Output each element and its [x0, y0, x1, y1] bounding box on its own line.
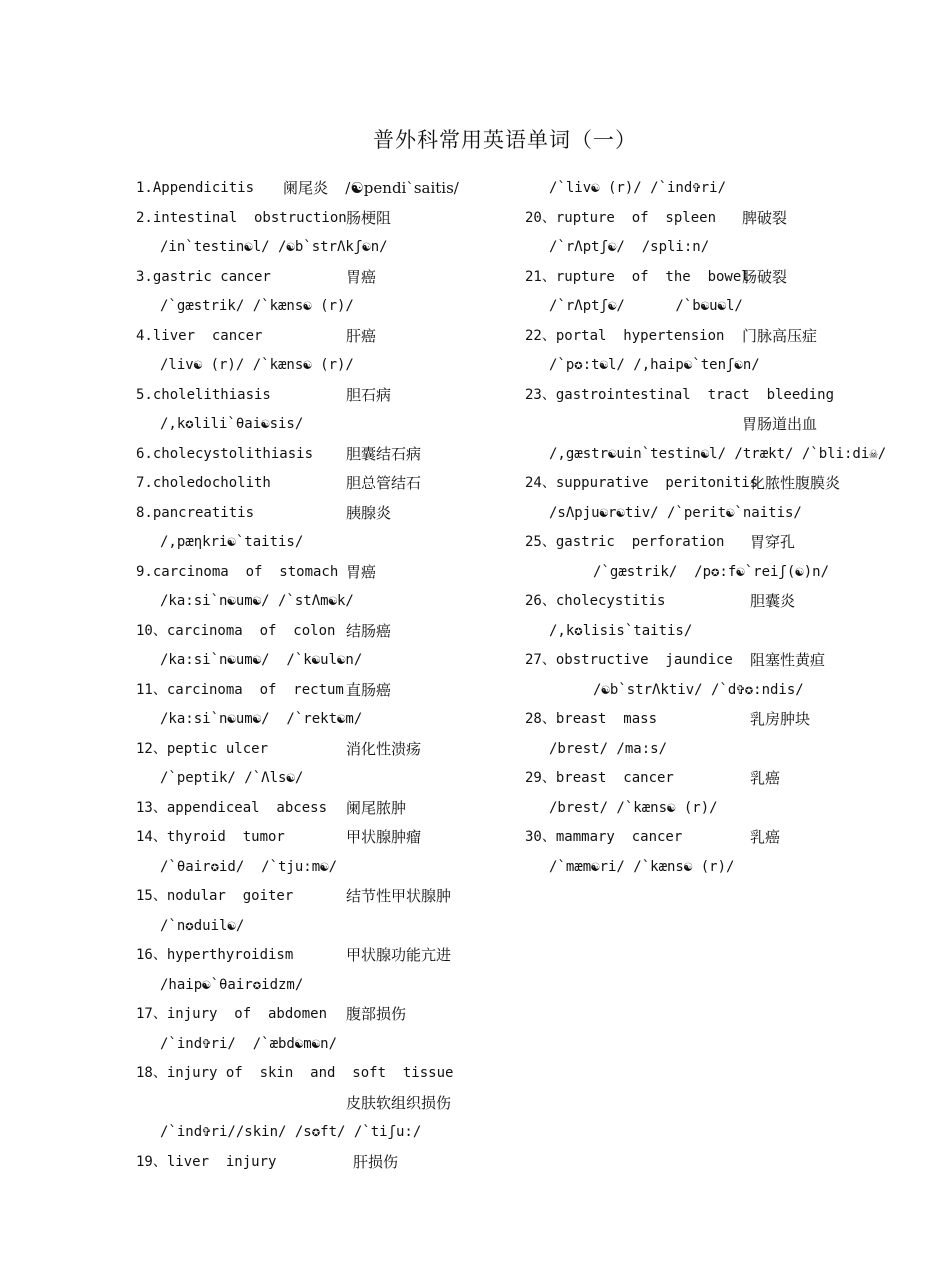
vocab-line	[525, 735, 925, 765]
vocab-line	[136, 381, 516, 411]
vocab-line	[136, 499, 516, 529]
term-english: /`gæstrik/ /`kæns☯ (r)/	[160, 298, 354, 314]
term-english: /,k✪lisis`taitis/	[549, 622, 693, 639]
term-chinese: 甲状腺功能亢进	[346, 946, 452, 964]
vocab-line	[136, 971, 516, 1001]
vocab-line	[525, 528, 925, 558]
term-english: 11、carcinoma of rectum	[136, 681, 344, 698]
term-english: 16、hyperthyroidism	[136, 947, 294, 963]
term-chinese: 肠破裂	[742, 267, 788, 286]
term-chinese: 乳癌	[750, 828, 781, 846]
term-chinese: 阑尾脓肿	[346, 798, 407, 817]
vocab-line	[136, 587, 516, 617]
term-english: /`ind✞ri//skin/ /s✪ft/ /`tiʃu:/	[160, 1124, 422, 1140]
vocab-line	[136, 263, 516, 293]
term-english: /haip☯`θair✪idzm/	[160, 976, 304, 993]
vocab-line	[136, 705, 516, 735]
term-chinese: 皮肤软组织损伤	[346, 1093, 452, 1112]
vocab-line	[525, 233, 925, 263]
vocab-line	[136, 1148, 516, 1178]
term-english: /`ind✞ri/ /`æbd☯m☯n/	[160, 1035, 338, 1052]
term-chinese: 结肠癌	[346, 621, 392, 640]
term-chinese: 肝损伤	[353, 1152, 399, 1171]
vocab-line	[136, 322, 516, 352]
term-chinese: 肝癌	[346, 326, 377, 345]
term-english: 18、injury of skin and soft tissue	[136, 1065, 454, 1081]
term-english: 25、gastric perforation	[525, 534, 725, 550]
term-english: 4.liver cancer	[136, 327, 263, 344]
term-english: 28、breast mass	[525, 711, 658, 727]
vocab-column-right	[525, 174, 925, 882]
vocab-line	[525, 646, 925, 676]
term-english: /ka:si`n☯um☯/ /`stΛm☯k/	[160, 593, 354, 609]
term-english: /`liv☯ (r)/ /`ind✞ri/	[549, 180, 727, 196]
term-english: 23、gastrointestinal tract bleeding	[525, 386, 835, 403]
term-english: 3.gastric cancer	[136, 268, 271, 285]
term-english: 13、appendiceal abcess	[136, 799, 328, 816]
term-chinese: 化脓性腹膜炎	[750, 474, 841, 492]
vocab-line	[136, 1000, 516, 1030]
term-chinese: 门脉高压症	[742, 326, 818, 345]
term-english: /`p✪:t☯l/ /,haip☯`tenʃ☯n/	[549, 357, 760, 373]
term-english: 21、rupture of the bowel	[525, 268, 750, 285]
vocab-line	[136, 823, 516, 853]
vocab-line	[136, 941, 516, 971]
term-chinese: 胆石病	[346, 385, 392, 404]
term-english: /`rΛptʃ☯/ /`b☯u☯l/	[549, 298, 743, 314]
term-english: /ka:si`n☯um☯/ /`k☯ul☯n/	[160, 652, 363, 668]
vocab-line	[136, 1118, 516, 1148]
vocab-line	[525, 351, 925, 381]
term-english: 14、thyroid tumor	[136, 829, 285, 845]
term-english: 29、breast cancer	[525, 770, 674, 786]
vocab-line	[525, 263, 925, 293]
vocab-line	[136, 528, 516, 558]
vocab-line	[136, 617, 516, 647]
vocab-line	[525, 292, 925, 322]
term-english: 2.intestinal obstruction	[136, 209, 347, 226]
term-english: 5.cholelithiasis	[136, 386, 271, 403]
term-chinese: 胰腺炎	[346, 503, 392, 522]
term-chinese: 胃癌	[346, 562, 377, 581]
term-english: /`θair✪id/ /`tju:m☯/	[160, 858, 338, 875]
term-english: 24、suppurative peritonitis	[525, 475, 759, 491]
term-english: 10、carcinoma of colon	[136, 622, 336, 639]
term-chinese: 腹部损伤	[346, 1005, 407, 1023]
term-chinese: 结节性甲状腺肿	[346, 887, 452, 905]
term-english: /,k✪lili`θai☯sis/	[160, 416, 304, 432]
vocab-line	[525, 440, 925, 470]
vocab-line	[525, 469, 925, 499]
term-english: /`mæm☯ri/ /`kæns☯ (r)/	[549, 858, 735, 875]
vocab-line	[136, 882, 516, 912]
vocab-line	[136, 351, 516, 381]
term-chinese: 胆囊结石病	[346, 444, 422, 463]
vocab-line	[136, 853, 516, 883]
term-english: /`rΛptʃ☯/ /spli:n/	[549, 239, 710, 255]
vocab-line	[136, 735, 516, 765]
term-chinese: 乳房肿块	[750, 710, 811, 728]
vocab-line	[136, 1030, 516, 1060]
term-english: /brest/ /`kæns☯ (r)/	[549, 799, 718, 816]
term-chinese: 胃肠道出血	[742, 415, 818, 433]
term-english: 8.pancreatitis	[136, 504, 255, 521]
vocab-line	[136, 204, 516, 234]
term-english: /in`testin☯l/ /☯b`strΛkʃ☯n/	[160, 239, 388, 255]
term-chinese: 阑尾炎	[283, 179, 329, 197]
vocab-line	[525, 587, 925, 617]
term-english: 15、nodular goiter	[136, 888, 294, 904]
vocab-line	[136, 646, 516, 676]
vocab-line	[525, 322, 925, 352]
term-chinese: 阻塞性黄疸	[750, 651, 826, 669]
vocab-line	[136, 764, 516, 794]
term-english: 26、cholecystitis	[525, 593, 666, 609]
term-chinese: 胆囊炎	[750, 592, 796, 610]
vocab-line	[136, 233, 516, 263]
vocab-line	[136, 676, 516, 706]
term-english: 9.carcinoma of stomach	[136, 563, 339, 580]
vocab-column-left	[136, 174, 516, 1177]
term-english: /,gæstr☯uin`testin☯l/ /trækt/ /`bli:di☠/	[549, 445, 887, 462]
term-english: /`gæstrik/ /p✪:f☯`reiʃ(☯)n/	[593, 563, 830, 580]
term-english: 19、liver injury	[136, 1153, 277, 1170]
vocab-line	[525, 705, 925, 735]
term-english: /☯b`strΛktiv/ /`d✞✪:ndis/	[593, 681, 804, 698]
term-english: 17、injury of abdomen	[136, 1006, 328, 1022]
term-english: 12、peptic ulcer	[136, 740, 269, 757]
term-english: 22、portal hypertension	[525, 327, 725, 344]
vocab-line	[136, 174, 516, 204]
term-english: /ka:si`n☯um☯/ /`rekt☯m/	[160, 711, 363, 727]
term-english: 7.choledocholith	[136, 475, 271, 491]
vocab-line	[525, 794, 925, 824]
vocab-line	[136, 558, 516, 588]
vocab-line	[136, 794, 516, 824]
term-chinese: 甲状腺肿瘤	[346, 828, 422, 846]
vocab-line	[525, 823, 925, 853]
vocab-line	[525, 558, 925, 588]
vocab-line	[136, 410, 516, 440]
term-chinese: 胃穿孔	[750, 533, 796, 551]
term-chinese: 消化性溃疡	[346, 739, 422, 758]
term-english: 6.cholecystolithiasis	[136, 445, 314, 462]
term-chinese: 肠梗阻	[346, 208, 392, 227]
vocab-line	[525, 499, 925, 529]
term-english: /,pæηkri☯`taitis/	[160, 534, 304, 550]
vocab-line	[136, 1089, 516, 1119]
vocab-line	[525, 853, 925, 883]
term-english: /sΛpju☯r☯tiv/ /`perit☯`naitis/	[549, 504, 802, 521]
vocab-line	[525, 204, 925, 234]
vocab-line	[525, 676, 925, 706]
vocab-line	[525, 764, 925, 794]
vocab-line	[136, 912, 516, 942]
vocab-line	[136, 469, 516, 499]
vocab-line	[136, 1059, 516, 1089]
vocab-line	[136, 440, 516, 470]
vocab-line	[525, 617, 925, 647]
term-chinese: 脾破裂	[742, 208, 788, 227]
page-title: 普外科常用英语单词（一）	[373, 128, 637, 152]
vocab-line	[525, 381, 925, 411]
term-english: /brest/ /ma:s/	[549, 740, 668, 757]
vocab-line	[525, 410, 925, 440]
term-english: /`peptik/ /`Λls☯/	[160, 770, 304, 786]
term-phonetic: /☯pendi`saitis/	[331, 179, 459, 197]
term-chinese: 乳癌	[750, 769, 781, 787]
term-english: 20、rupture of spleen	[525, 209, 717, 226]
term-english: /`n✪duil☯/	[160, 917, 245, 934]
term-chinese: 直肠癌	[346, 680, 392, 699]
term-english: 30、mammary cancer	[525, 829, 683, 845]
vocab-line	[136, 292, 516, 322]
term-english: /liv☯ (r)/ /`kæns☯ (r)/	[160, 357, 354, 373]
vocab-line	[525, 174, 925, 204]
term-chinese: 胃癌	[346, 267, 377, 286]
term-english: 27、obstructive jaundice	[525, 652, 733, 668]
term-chinese: 胆总管结石	[346, 474, 422, 492]
term-english: 1.Appendicitis	[136, 180, 297, 196]
